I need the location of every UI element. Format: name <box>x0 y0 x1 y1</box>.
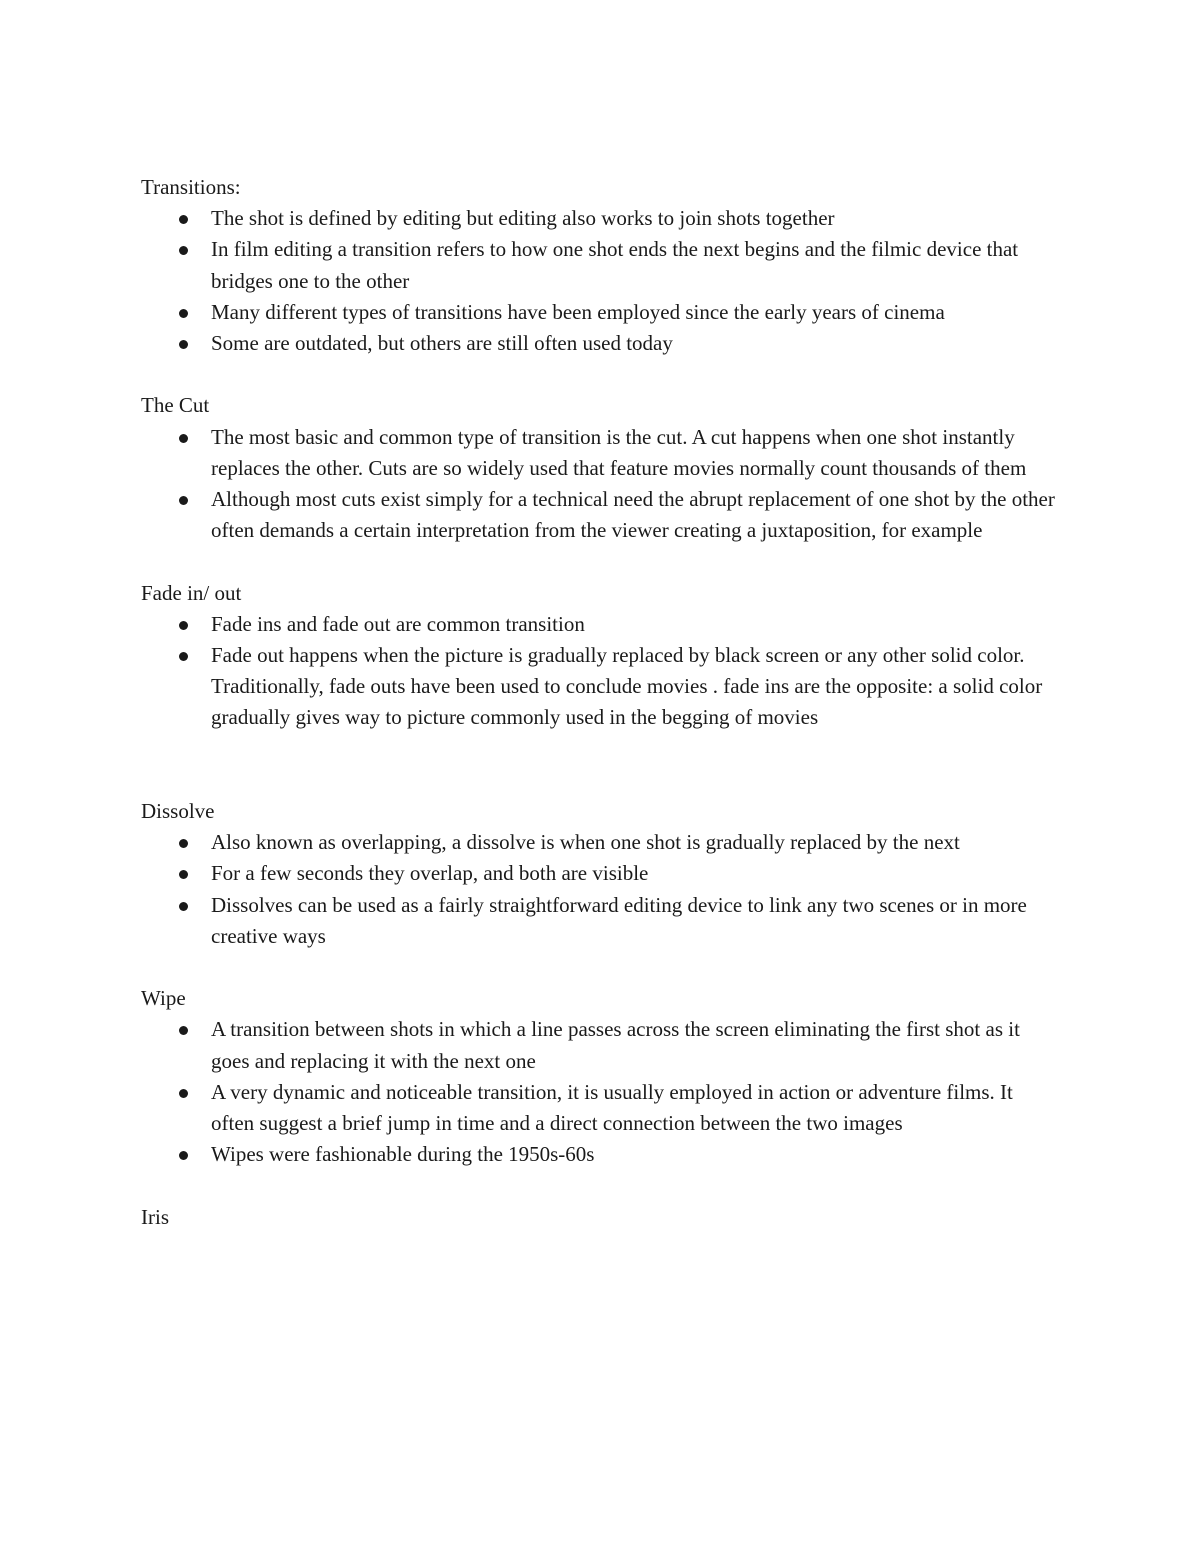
list-item: A transition between shots in which a line passes across the screen eliminating the first shot as it goes and replacing it with the next one <box>211 1014 1061 1076</box>
spacer <box>141 546 1061 577</box>
spacer <box>141 359 1061 390</box>
heading-the-cut: The Cut <box>141 393 210 418</box>
spacer <box>141 734 1061 796</box>
list-item: A very dynamic and noticeable transition, it is usually employed in action or adventure films. It often suggest a brief jump in time and a direct connection between the two images <box>211 1077 1061 1139</box>
heading-transitions: Transitions: <box>141 175 241 199</box>
list-item: The most basic and common type of transition is the cut. A cut happens when one shot instantly replaces the other. Cuts are so widely used that feature movies normally count thousands of them <box>211 422 1061 484</box>
spacer <box>141 1170 1061 1201</box>
spacer <box>141 952 1061 983</box>
list-item: Some are outdated, but others are still often used today <box>211 328 1061 359</box>
heading-iris: Iris <box>141 1204 169 1229</box>
list-item: In film editing a transition refers to how one shot ends the next begins and the filmic device that bridges one to the other <box>211 234 1061 296</box>
list-item: Although most cuts exist simply for a technical need the abrupt replacement of one shot by the other often demands a certain interpretation from the viewer creating a juxtaposition, for example <box>211 484 1061 546</box>
heading-dissolve: Dissolve <box>141 799 215 824</box>
the-cut-list <box>141 422 1061 547</box>
wipe-list <box>141 1014 1061 1170</box>
heading-fade: Fade in/ out <box>141 580 242 605</box>
list-item: Fade out happens when the picture is gradually replaced by black screen or any other solid color. Traditionally, fade outs have been used to conclude movies . fade ins are the opposite: a solid color gradually gives way to picture commonly used in the begging of movies <box>211 640 1061 734</box>
list-item: The shot is defined by editing but editing also works to join shots together <box>211 203 1061 234</box>
list-item: For a few seconds they overlap, and both are visible <box>211 858 1061 889</box>
fade-list <box>141 609 1061 734</box>
dissolve-list <box>141 827 1061 952</box>
transitions-list <box>141 203 1061 359</box>
list-item: Dissolves can be used as a fairly straightforward editing device to link any two scenes or in more creative ways <box>211 890 1061 952</box>
list-item: Wipes were fashionable during the 1950s-60s <box>211 1139 1061 1170</box>
list-item: Also known as overlapping, a dissolve is when one shot is gradually replaced by the next <box>211 827 1061 858</box>
list-item: Fade ins and fade out are common transition <box>211 609 1061 640</box>
list-item: Many different types of transitions have been employed since the early years of cinema <box>211 297 1061 328</box>
document-body <box>141 172 1061 1233</box>
heading-wipe: Wipe <box>141 986 186 1011</box>
